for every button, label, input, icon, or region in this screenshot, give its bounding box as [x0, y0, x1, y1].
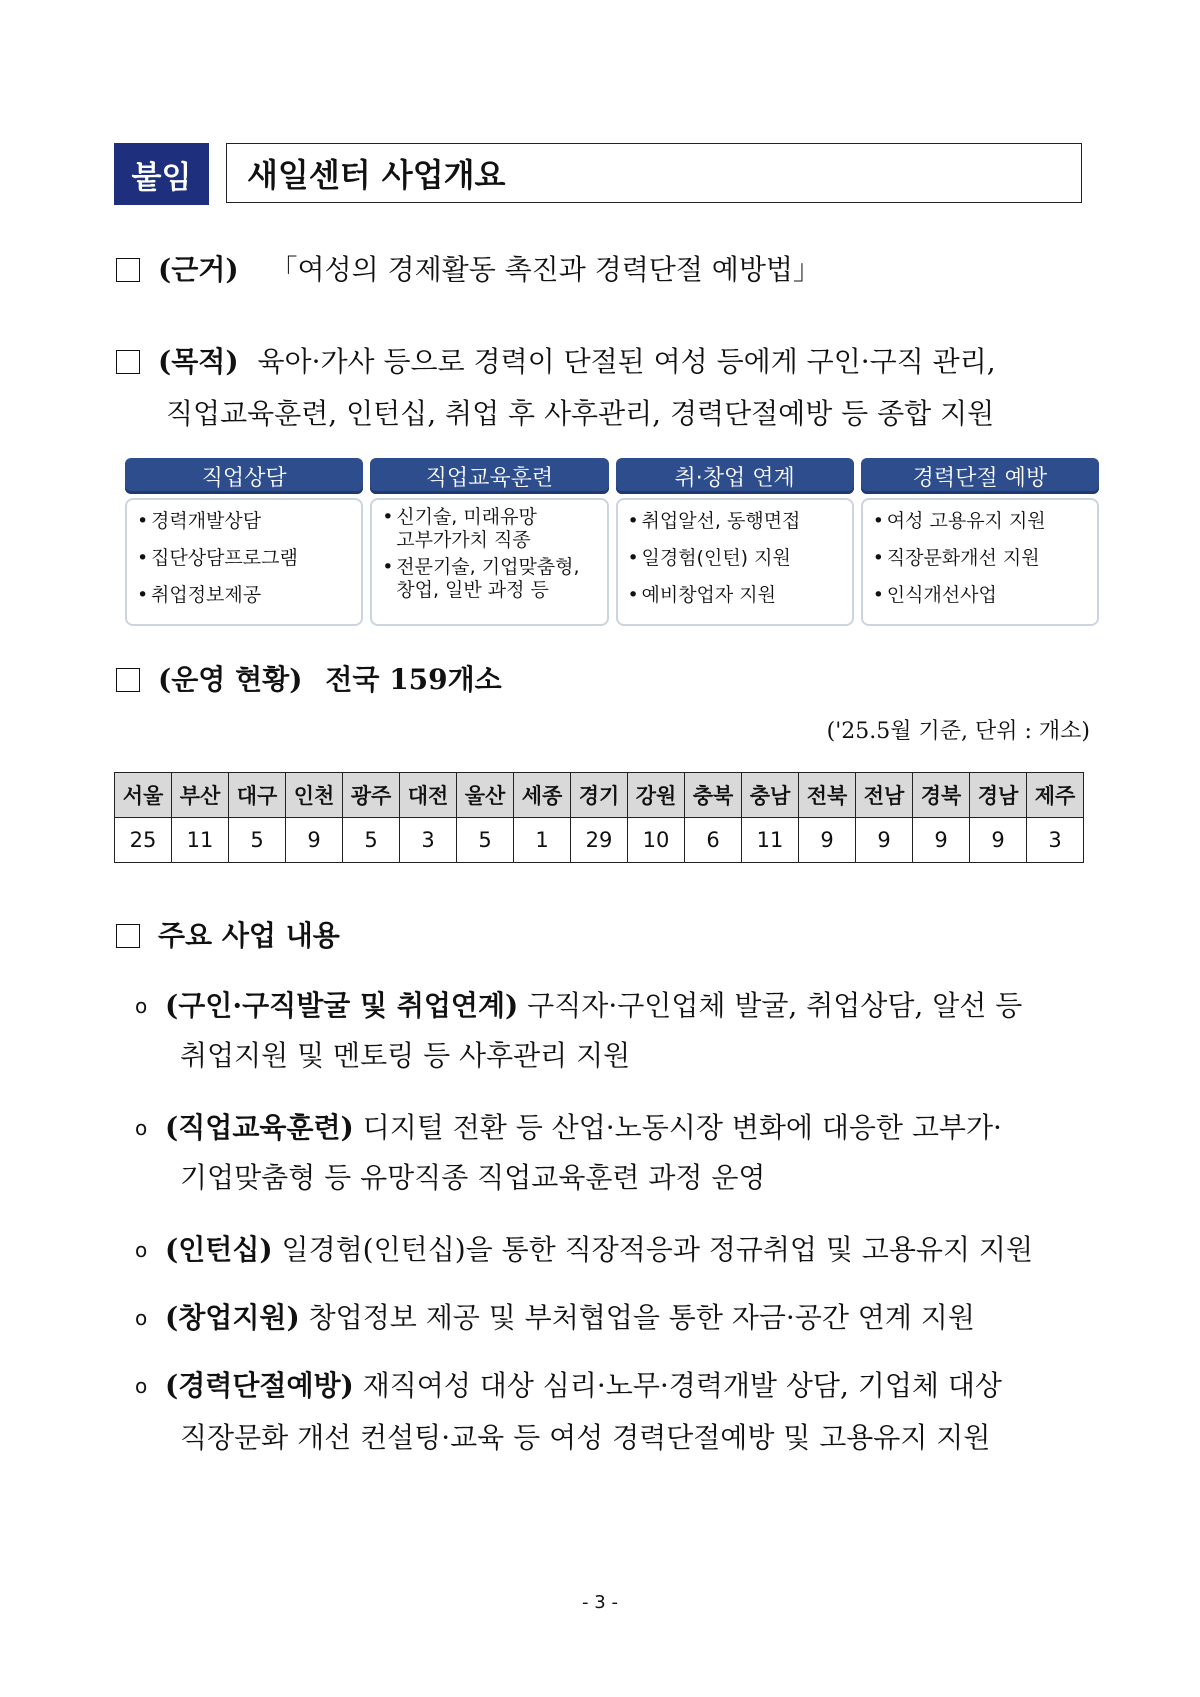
- card-employment: [616, 458, 854, 630]
- main-work-heading: 주요 사업 내용: [158, 919, 340, 952]
- item-text: 디지털 전환 등 산업·노동시장 변화에 대응한 고부가·: [353, 1111, 1002, 1144]
- region-name-cell: 대구: [229, 773, 286, 818]
- list-item: [135, 1360, 1002, 1412]
- card-item: • 직장문화개선 지원: [873, 547, 1089, 570]
- card-item: • 신기술, 미래유망 고부가가치 직종: [382, 506, 598, 552]
- card-item: • 집단상담프로그램: [137, 547, 353, 570]
- checkbox-icon: [116, 258, 140, 282]
- region-count-cell: 5: [457, 818, 514, 863]
- card-body: [125, 498, 363, 626]
- item-text: 재직여성 대상 심리·노무·경력개발 상담, 기업체 대상: [353, 1369, 1002, 1402]
- item-text-cont: 직장문화 개선 컨설팅·교육 등 여성 경력단절예방 및 고용유지 지원: [180, 1421, 991, 1454]
- card-item: • 경력개발상담: [137, 510, 353, 533]
- purpose-line1: 육아·가사 등으로 경력이 단절된 여성 등에게 구인·구직 관리,: [257, 345, 996, 378]
- card-item: • 취업정보제공: [137, 584, 353, 607]
- status-label: (운영 현황): [158, 663, 303, 696]
- list-item: [135, 980, 1022, 1032]
- region-name-cell: 대전: [400, 773, 457, 818]
- region-name-cell: 충북: [685, 773, 742, 818]
- region-table: [114, 772, 1084, 863]
- region-name-cell: 광주: [343, 773, 400, 818]
- card-prevention: [861, 458, 1099, 630]
- basis-label: (근거): [158, 253, 239, 286]
- card-item: • 인식개선사업: [873, 584, 1089, 607]
- item-text: 구직자·구인업체 발굴, 취업상담, 알선 등: [518, 989, 1023, 1022]
- card-body: [861, 498, 1099, 626]
- item-label: (구인·구직발굴 및 취업연계): [165, 989, 519, 1022]
- item-label: (인턴십): [165, 1233, 273, 1266]
- region-count-cell: 3: [400, 818, 457, 863]
- region-name-cell: 경북: [913, 773, 970, 818]
- basis-text: 「여성의 경제활동 촉진과 경력단절 예방법」: [269, 253, 821, 286]
- region-count-cell: 10: [628, 818, 685, 863]
- item-label: (경력단절예방): [165, 1369, 354, 1402]
- item-label: (직업교육훈련): [165, 1111, 354, 1144]
- list-item: [135, 1102, 1002, 1154]
- region-name-cell: 서울: [115, 773, 172, 818]
- card-title: 직업상담: [125, 458, 363, 494]
- region-name-cell: 경기: [571, 773, 628, 818]
- item-text-cont: 취업지원 및 멘토링 등 사후관리 지원: [180, 1039, 631, 1072]
- region-count-cell: 1: [514, 818, 571, 863]
- region-count-cell: 9: [970, 818, 1027, 863]
- checkbox-icon: [116, 924, 140, 948]
- region-count-cell: 9: [913, 818, 970, 863]
- purpose-section: [116, 336, 996, 388]
- item-label: (창업지원): [165, 1301, 300, 1334]
- region-name-cell: 전북: [799, 773, 856, 818]
- region-name-cell: 부산: [172, 773, 229, 818]
- list-item: [135, 1224, 1033, 1276]
- region-name-cell: 충남: [742, 773, 799, 818]
- card-item: • 예비창업자 지원: [628, 584, 844, 607]
- region-count-cell: 6: [685, 818, 742, 863]
- circle-bullet-icon: o: [135, 1238, 148, 1262]
- region-count-cell: 11: [742, 818, 799, 863]
- basis-section: [116, 244, 821, 296]
- status-note: ('25.5월 기준, 단위 : 개소): [826, 719, 1090, 744]
- region-count-cell: 9: [799, 818, 856, 863]
- purpose-line2: 직업교육훈련, 인턴십, 취업 후 사후관리, 경력단절예방 등 종합 지원: [166, 397, 995, 430]
- card-title: 경력단절 예방: [861, 458, 1099, 494]
- region-count-cell: 11: [172, 818, 229, 863]
- card-training: [370, 458, 608, 630]
- item-text-cont: 기업맞춤형 등 유망직종 직업교육훈련 과정 운영: [180, 1161, 766, 1194]
- region-header-row: [115, 773, 1084, 818]
- region-name-cell: 제주: [1027, 773, 1084, 818]
- checkbox-icon: [116, 668, 140, 692]
- list-item: [135, 1292, 975, 1344]
- region-count-cell: 5: [343, 818, 400, 863]
- card-title: 취·창업 연계: [616, 458, 854, 494]
- card-counseling: [125, 458, 363, 630]
- circle-bullet-icon: o: [135, 994, 148, 1018]
- circle-bullet-icon: o: [135, 1374, 148, 1398]
- region-count-row: [115, 818, 1084, 863]
- item-text: 일경험(인턴십)을 통한 직장적응과 정규취업 및 고용유지 지원: [272, 1233, 1033, 1266]
- page-title: 새일센터 사업개요: [226, 143, 1082, 203]
- page-number: - 3 -: [582, 1592, 618, 1613]
- region-count-cell: 9: [856, 818, 913, 863]
- title-row: [114, 143, 1084, 205]
- attachment-tag: 붙임: [114, 143, 209, 205]
- purpose-label: (목적): [158, 345, 239, 378]
- region-count-cell: 25: [115, 818, 172, 863]
- item-text: 창업정보 제공 및 부처협업을 통한 자금·공간 연계 지원: [299, 1301, 975, 1334]
- status-section: [116, 654, 502, 706]
- main-work-section: [116, 910, 340, 962]
- card-item: • 일경험(인턴) 지원: [628, 547, 844, 570]
- region-count-cell: 9: [286, 818, 343, 863]
- region-count-cell: 3: [1027, 818, 1084, 863]
- card-title: 직업교육훈련: [370, 458, 608, 494]
- region-name-cell: 울산: [457, 773, 514, 818]
- region-count-cell: 5: [229, 818, 286, 863]
- card-item: • 취업알선, 동행면접: [628, 510, 844, 533]
- region-name-cell: 경남: [970, 773, 1027, 818]
- circle-bullet-icon: o: [135, 1116, 148, 1140]
- region-name-cell: 강원: [628, 773, 685, 818]
- status-text: 전국 159개소: [325, 663, 502, 696]
- region-name-cell: 인천: [286, 773, 343, 818]
- service-cards: [125, 458, 1099, 630]
- region-name-cell: 세종: [514, 773, 571, 818]
- circle-bullet-icon: o: [135, 1306, 148, 1330]
- region-count-cell: 29: [571, 818, 628, 863]
- region-name-cell: 전남: [856, 773, 913, 818]
- card-item: • 전문기술, 기업맞춤형, 창업, 일반 과정 등: [382, 556, 598, 602]
- card-item: • 여성 고용유지 지원: [873, 510, 1089, 533]
- card-body: [370, 498, 608, 626]
- card-body: [616, 498, 854, 626]
- checkbox-icon: [116, 350, 140, 374]
